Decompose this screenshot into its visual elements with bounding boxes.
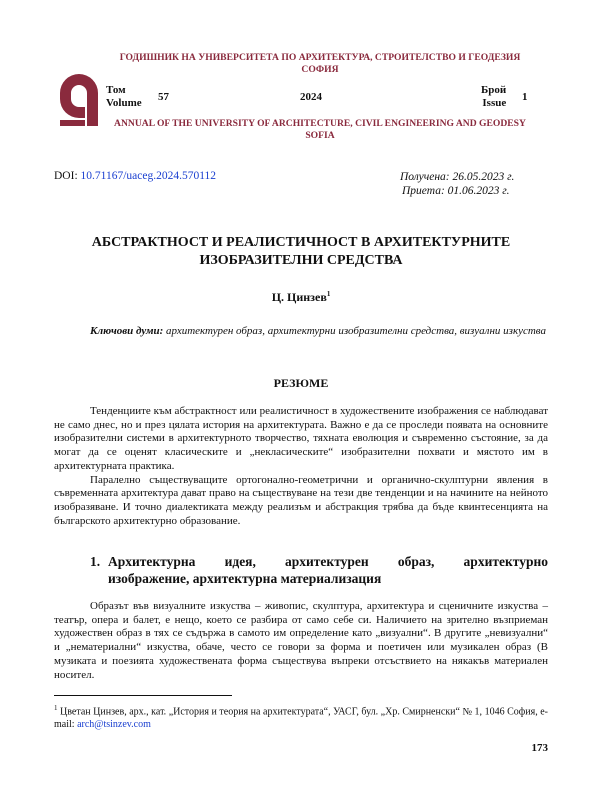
section-1-number: 1. [90, 554, 101, 569]
author-name: Ц. Цинзев [271, 290, 327, 304]
doi [54, 170, 216, 182]
issue-labels [481, 84, 506, 110]
volume-number: 57 [158, 91, 169, 103]
journal-title-en [110, 118, 530, 142]
section-1-body [54, 600, 548, 682]
keywords [54, 324, 548, 338]
journal-title-bg-line1: ГОДИШНИК НА УНИВЕРСИТЕТА ПО АРХИТЕКТУРА, СТРОИТЕЛСТВО И ГЕОДЕЗИЯ [119, 52, 521, 63]
broy-label: Брой [481, 84, 507, 96]
doi-link[interactable]: 10.71167/uaceg.2024.570112 [80, 170, 217, 182]
section-1-title-line1: Архитектурна идея, архитектурен образ, архитектурно [108, 554, 548, 569]
year: 2024 [300, 91, 322, 103]
volume-label: Volume [106, 97, 142, 109]
article-title-line1: АБСТРАКТНОСТ И РЕАЛИСТИЧНОСТ В АРХИТЕКТУРНИТЕ [91, 235, 511, 250]
keywords-text: архитектурен образ, архитектурни изобразителни средства, визуални изкуства [163, 325, 546, 337]
section-1-paragraph-1: Образът във визуалните изкуства – живопис, скулптура, архитектура и сценичните изкуства – театър, опера и балет, е нещо, което се разбира от само себе си. Наличието на зрително възприеман художествен образ в тях се съдържа в самото им определение като „визуални“. В другите „невизуални“ и „нематериални“ изкуства, обаче, често се говори за форма и поетичен или музикален образ (В музиката и поезията художествената форма съществува въпреки отсъствието на някакъв материален носител. [54, 600, 548, 681]
footnote-divider [54, 695, 232, 696]
article-title-line2: ИЗОБРАЗИТЕЛНИ СРЕДСТВА [199, 253, 403, 268]
doi-label: DOI: [54, 170, 81, 182]
page-number: 173 [531, 742, 548, 754]
university-logo-icon [58, 72, 100, 128]
keywords-label: Ключови думи: [90, 325, 164, 337]
journal-title-en-line2: SOFIA [305, 130, 335, 141]
issue-number: 1 [522, 91, 528, 103]
abstract-paragraph-1: Тенденциите към абстрактност или реалистичност в художествените изображения се наблюдават не само днес, но и през цялата история на архитектурата. Важно е да се проследи появата на основните изобразителни системи в архитектурното творчество, тяхната еволюция и съвременно състояние, за да могат да се оценят класическите и „некласическите“ изобразителни похвати и мястото им в архитектурната практика. [54, 405, 548, 472]
abstract-paragraph-2: Паралелно съществуващите ортогонално-геометрични и органично-скулптурни явления в съвременната архитектура дават право на съществуване на тези две тенденции и на начините на нейното изобразяване. И точно диалектиката между реализъм и абстракция трябва да бъде квинтесенцията на българското архитектурно образование. [54, 473, 548, 527]
footnote-text: Цветан Цинзев, арх., кат. „История и теория на архитектурата“, УАСГ, бул. „Хр. Смирненски“ № 1, 1046 София, e-mail: [54, 706, 548, 731]
issue-label: Issue [482, 97, 507, 109]
author [54, 290, 548, 305]
abstract-heading: РЕЗЮМЕ [273, 376, 329, 390]
dates [400, 170, 514, 198]
accepted-date: Приета: 01.06.2023 г. [402, 185, 510, 197]
journal-title-en-line1: ANNUAL OF THE UNIVERSITY OF ARCHITECTURE, CIVIL ENGINEERING AND GEODESY [114, 118, 526, 129]
footnote [54, 702, 548, 731]
footnote-email-link[interactable]: arch@tsinzev.com [77, 719, 151, 731]
section-1-title-line2: изображение, архитектурна материализация [108, 571, 382, 586]
received-date: Получена: 26.05.2023 г. [400, 171, 515, 183]
author-footnote-marker: 1 [326, 290, 331, 298]
abstract-body [54, 405, 548, 528]
tom-label: Том [106, 84, 126, 96]
article-title [54, 234, 548, 270]
volume-labels [106, 84, 142, 110]
journal-title-bg [110, 52, 530, 76]
footnote-marker: 1 [54, 704, 58, 712]
journal-title-bg-line2: СОФИЯ [301, 64, 339, 75]
